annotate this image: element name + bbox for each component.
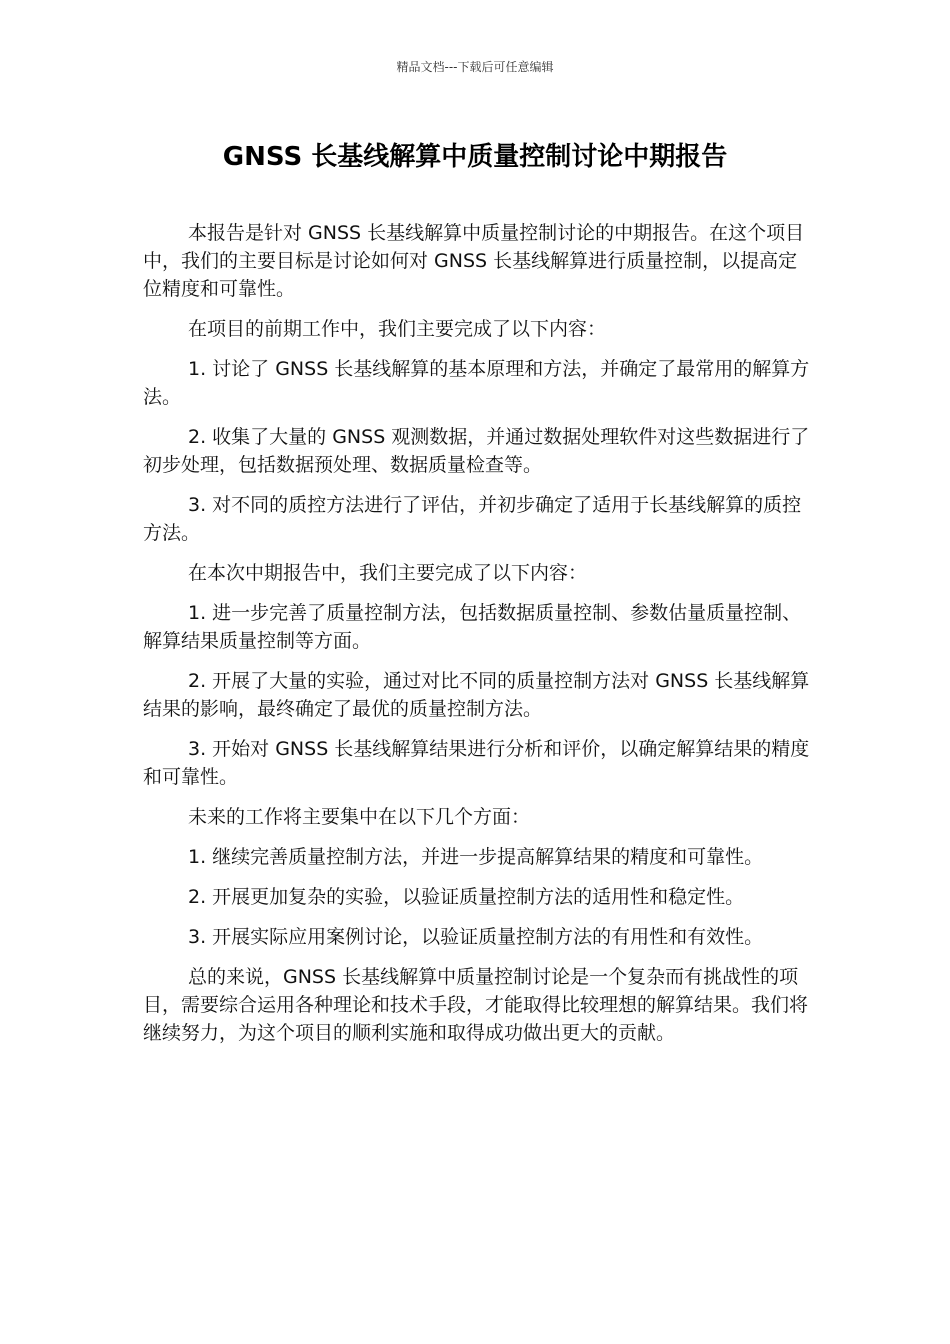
- paragraph-future-lead: 未来的工作将主要集中在以下几个方面：: [188, 806, 531, 828]
- document-body: [143, 219, 811, 1059]
- paragraph-future-item-2: 2. 开展更加复杂的实验，以验证质量控制方法的适用性和稳定性。: [188, 886, 745, 908]
- paragraph-midterm-lead: 在本次中期报告中，我们主要完成了以下内容：: [188, 562, 588, 584]
- paragraph-future-item-1: 1. 继续完善质量控制方法，并进一步提高解算结果的精度和可靠性。: [188, 846, 764, 868]
- paragraph-early-work-item-2: 2. 收集了大量的 GNSS 观测数据，并通过数据处理软件对这些数据进行了初步处理，包括数据预处理、数据质量检查等。: [143, 426, 810, 476]
- document-title: GNSS 长基线解算中质量控制讨论中期报告: [222, 142, 728, 172]
- paragraph-midterm-item-3: 3. 开始对 GNSS 长基线解算结果进行分析和评价，以确定解算结果的精度和可靠性。: [143, 738, 810, 788]
- paragraph-intro: 本报告是针对 GNSS 长基线解算中质量控制讨论的中期报告。在这个项目中，我们的主要目标是讨论如何对 GNSS 长基线解算进行质量控制，以提高定位精度和可靠性。: [143, 222, 805, 300]
- paragraph-midterm-item-2: 2. 开展了大量的实验，通过对比不同的质量控制方法对 GNSS 长基线解算结果的影响，最终确定了最优的质量控制方法。: [143, 670, 810, 720]
- paragraph-early-work-lead: 在项目的前期工作中，我们主要完成了以下内容：: [188, 318, 607, 340]
- paragraph-early-work-item-3: 3. 对不同的质控方法进行了评估，并初步确定了适用于长基线解算的质控方法。: [143, 494, 802, 544]
- paragraph-conclusion: 总的来说，GNSS 长基线解算中质量控制讨论是一个复杂而有挑战性的项目，需要综合运用各种理论和技术手段，才能取得比较理想的解算结果。我们将继续努力，为这个项目的顺利实施和取得成功做出更大的贡献。: [143, 966, 809, 1044]
- header-note: 精品文档---下载后可任意编辑: [396, 60, 554, 74]
- paragraph-future-item-3: 3. 开展实际应用案例讨论，以验证质量控制方法的有用性和有效性。: [188, 926, 764, 948]
- paragraph-early-work-item-1: 1. 讨论了 GNSS 长基线解算的基本原理和方法，并确定了最常用的解算方法。: [143, 358, 810, 408]
- paragraph-midterm-item-1: 1. 进一步完善了质量控制方法，包括数据质量控制、参数估量质量控制、解算结果质量控制等方面。: [143, 602, 802, 652]
